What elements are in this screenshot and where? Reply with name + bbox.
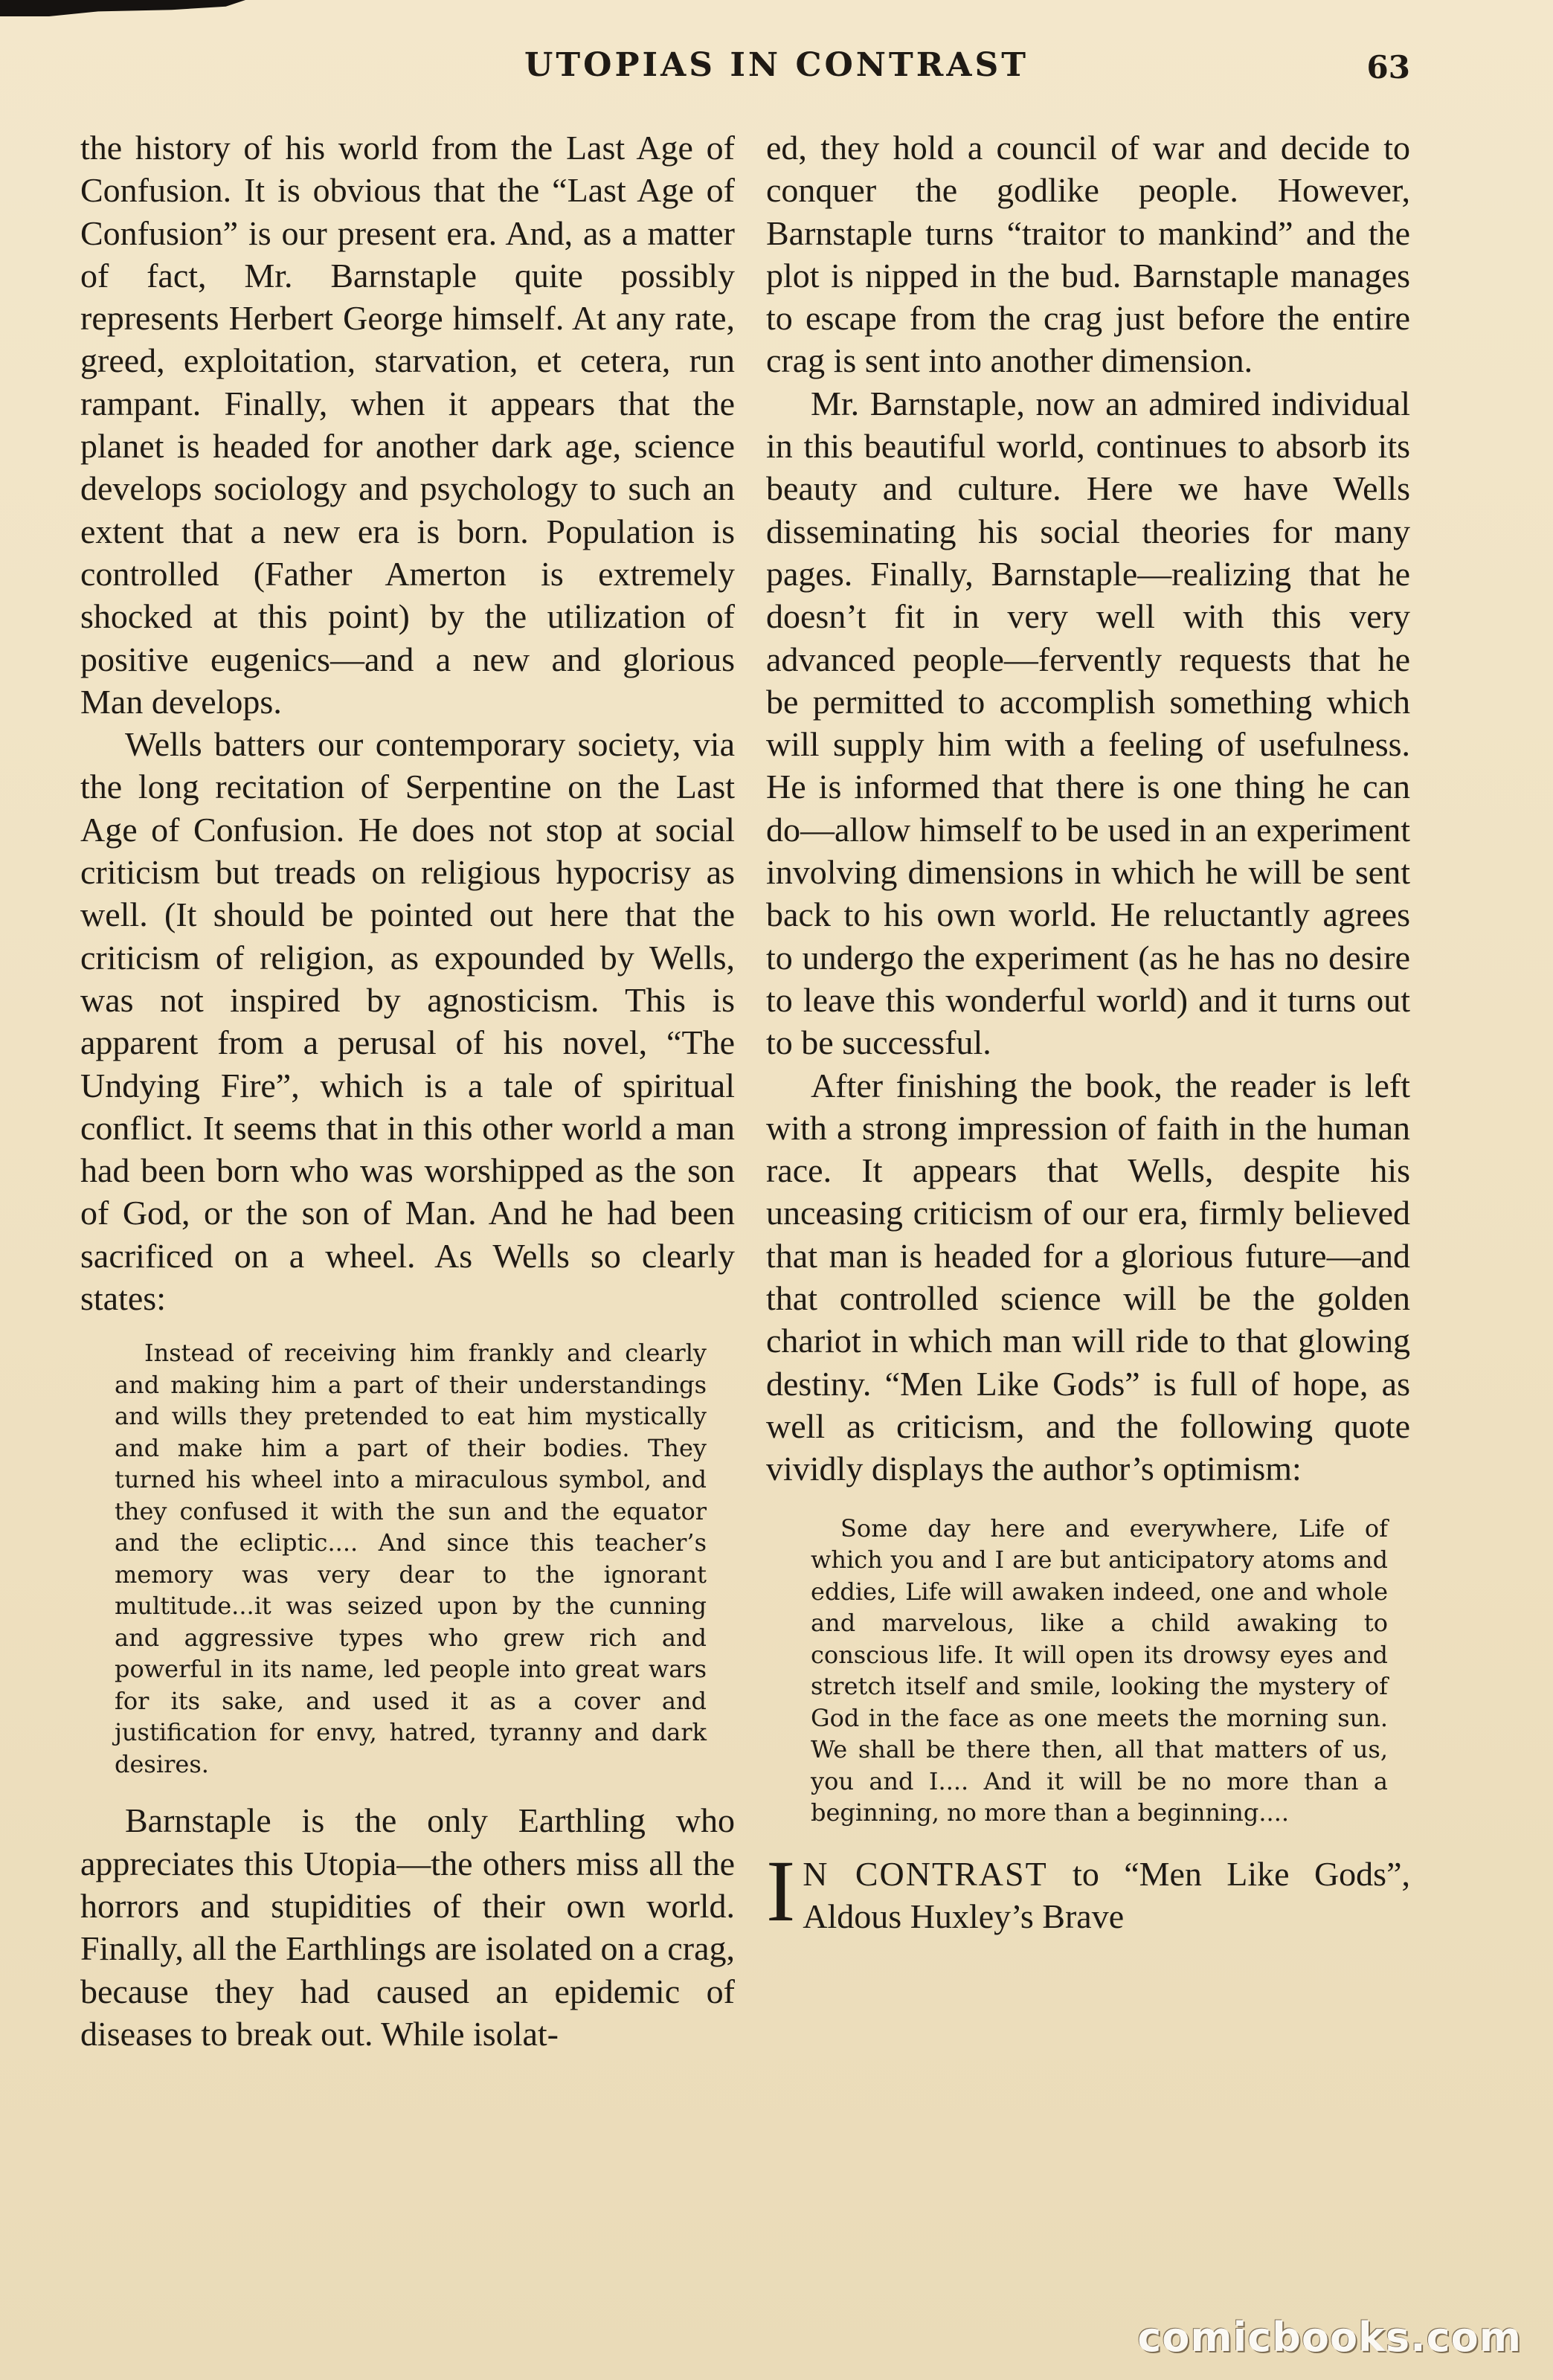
lead-in-caps: N CONTRAST bbox=[803, 1854, 1048, 1893]
page-title: UTOPIAS IN CONTRAST bbox=[524, 46, 1029, 84]
left-paragraph-2: Wells batters our contemporary society, via the long recitation of Serpentine on the Last Age of Confusion. He does not stop at social criticism but treads on religious hypocrisy as well. (It should be pointed out here that the criticism of religion, as expounded by Wells, was not inspired by agnosticism. This is apparent from a perusal of his novel, “The Undying Fire”, which is a tale of spiritual conflict. It seems that in this other world a man had been born who was worshipped as the son of God, or the son of Man. And he had been sacrificed on a wheel. As Wells so clearly states: bbox=[80, 725, 735, 1318]
site-watermark: comicbooks.com bbox=[1137, 2314, 1522, 2361]
right-paragraph-1: ed, they hold a council of war and decide to conquer the godlike people. However, Barnstaple turns “traitor to mankind” and the plot is nipped in the bud. Barnstaple manages to escape from the crag just before the entire crag is sent into another dimension. bbox=[766, 129, 1410, 380]
wells-quote-undying-fire bbox=[115, 1337, 707, 1780]
drop-cap: I bbox=[766, 1842, 796, 1940]
quote-text: Instead of receiving him frankly and clearly and making him a part of their understandings and wills they pretended to eat him mystically and make him a part of their bodies. They turned his wheel into a miraculous symbol, and they confused it with the sun and the equator and the ecliptic.... And since this teacher’s memory was very dear to the ignorant multitude...it was seized upon by the cunning and aggressive types who grew rich and powerful in its name, led people into great wars for its sake, and used it as a cover and justification for envy, hatred, tyranny and dark desires. bbox=[115, 1339, 707, 1778]
quote-text: Some day here and everywhere, Life of which you and I are but anticipatory atoms and eddies, Life will awaken indeed, one and whole and marvelous, like a child awaking to conscious life. It will open its drowsy eyes and stretch itself and smile, looking the mystery of God in the face as one meets the morning sun. We shall be there then, all that matters of us, you and I.... And it will be no more than a beginning, no more than a beginning.... bbox=[811, 1514, 1388, 1827]
torn-corner bbox=[0, 0, 245, 16]
left-paragraph-3: Barnstaple is the only Earthling who appreciates this Utopia—the others miss all the horrors and stupidities of their own world. Finally, all the Earthlings are isolated on a crag, because they had caused an epidemic of diseases to break out. While isolat- bbox=[80, 1801, 735, 2053]
page-number: 63 bbox=[1366, 49, 1410, 86]
running-head bbox=[0, 46, 1553, 98]
left-column bbox=[80, 126, 735, 2055]
right-paragraph-3: After finishing the book, the reader is left with a strong impression of faith in the human race. It appears that Wells, despite his unceasing criticism of our era, firmly believed that man is headed for a glorious future—and that controlled science will be the golden chariot in which man will ride to that glowing destiny. “Men Like Gods” is full of hope, as well as criticism, and the following quote vividly displays the author’s optimism: bbox=[766, 1066, 1410, 1488]
section-opening-paragraph bbox=[766, 1842, 1410, 1940]
wells-quote-men-like-gods bbox=[811, 1513, 1388, 1829]
left-paragraph-1: the history of his world from the Last Age of Confusion. It is obvious that the “Last Age of Confusion” is our present era. And, as a matter of fact, Mr. Barnstaple quite possibly represents Herbert George himself. At any rate, greed, exploitation, starvation, et cetera, run rampant. Finally, when it appears that the planet is headed for another dark age, science develops sociology and psychology to such an extent that a new era is born. Population is controlled (Father Amerton is extremely shocked at this point) by the utilization of positive eugenics—and a new and glorious Man develops. bbox=[80, 129, 735, 721]
right-paragraph-2: Mr. Barnstaple, now an admired individual in this beautiful world, continues to absorb its beauty and culture. Here we have Wells disseminating his social theories for many pages. Finally, Barnstaple—realizing that he doesn’t fit in very well with this very advanced people—fervently requests that he be permitted to accomplish something which will supply him with a feeling of usefulness. He is informed that there is one thing he can do—allow himself to be used in an experiment involving dimensions in which he will be sent back to his own world. He reluctantly agrees to undergo the experiment (as he has no desire to leave this wonderful world) and it turns out to be successful. bbox=[766, 384, 1410, 1062]
right-column bbox=[766, 126, 1410, 1940]
opening-text: to “Men Like Gods”, Aldous Huxley’s Brave bbox=[803, 1854, 1410, 1935]
